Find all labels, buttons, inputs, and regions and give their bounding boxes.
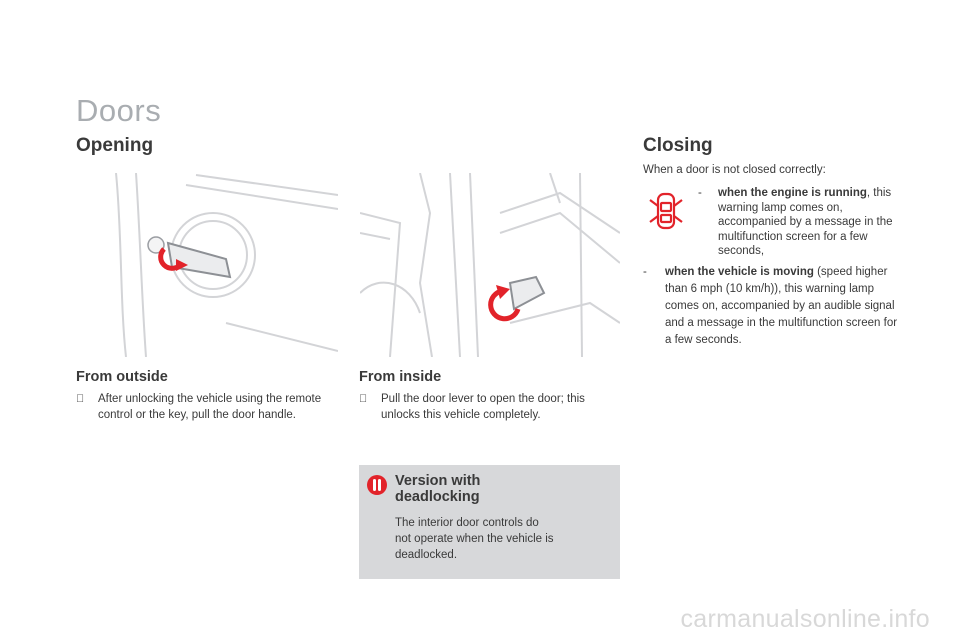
closing-item-vehicle-moving [643,264,903,349]
dash-bullet: - [698,187,702,199]
vehicle-moving-bold: when the vehicle is moving [665,266,814,278]
page-title: Doors [76,93,162,128]
watermark-text: carmanualsonline.info [680,605,930,633]
engine-running-text: , this warning lamp comes on, accompanied by a message in the multifunction screen for a few seconds, [718,187,893,257]
warning-exclamation-icon [367,475,387,495]
from-outside-text: After unlocking the vehicle using the remote control or the key, pull the door handle. [98,393,322,421]
hand-pointer-icon [76,391,98,423]
from-outside-heading: From outside [76,369,168,385]
closing-heading: Closing [643,135,713,156]
from-inside-heading: From inside [359,369,442,385]
outside-door-handle-illustration [76,173,338,357]
from-inside-instruction [359,391,611,423]
hand-pointer-icon [359,391,381,423]
from-inside-text: Pull the door lever to open the door; this unlocks this vehicle completely. [381,393,585,421]
dash-bullet: - [643,266,647,278]
deadlocking-heading-line1: Version with [395,473,481,489]
opening-heading: Opening [76,135,154,156]
door-open-warning-lamp-icon [644,190,688,234]
deadlocking-text: The interior door controls do not operate when the vehicle is deadlocked. [395,517,554,561]
deadlocking-warning-box [359,465,620,579]
deadlocking-heading [395,473,480,505]
engine-running-bold: when the engine is running [718,187,867,199]
closing-intro: When a door is not closed correctly: [643,164,826,176]
vehicle-moving-text: (speed higher than 6 mph (10 km/h)), this warning lamp comes on, accompanied by an audible signal and a message in the multifunction screen for a few seconds. [665,266,898,346]
closing-item-engine-running [698,186,898,259]
from-outside-instruction [76,391,326,423]
deadlocking-heading-line2: deadlocking [395,489,480,505]
inside-door-lever-illustration [360,173,620,357]
